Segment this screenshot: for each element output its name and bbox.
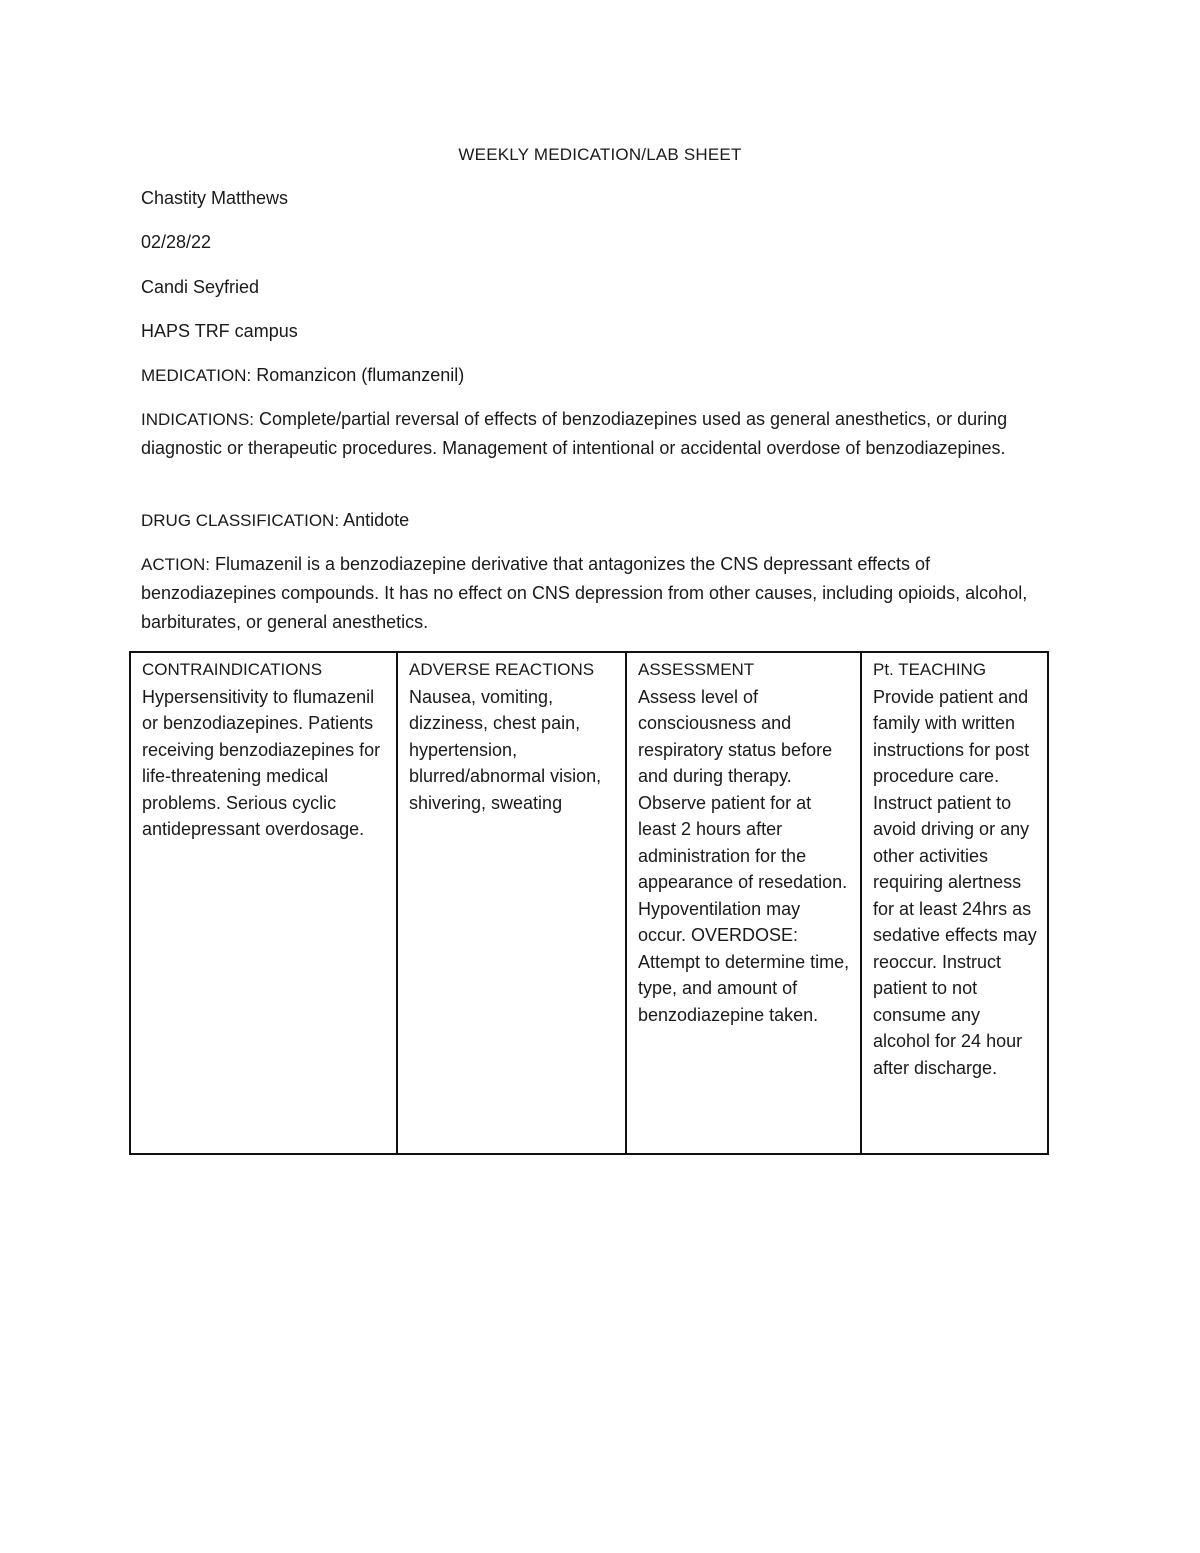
indications-value: Complete/partial reversal of effects of benzodiazepines used as general anesthetics, or during diagnostic or therapeutic procedures. Management of intentional or accidental overdose of benzodiazepines. [141,409,1008,458]
contraindications-cell [130,652,397,1154]
medication-label: MEDICATION: [141,366,252,385]
pt-teaching-body: Provide patient and family with written instructions for post procedure care. Instruct patient to avoid driving or any other activities requiring alertness for at least 24hrs as sedative effects may reoccur. Instruct patient to not consume any alcohol for 24 hour after discharge. [873,686,1037,1078]
campus: HAPS TRF campus [141,321,298,341]
adverse-reactions-body: Nausea, vomiting, dizziness, chest pain, hypertension, blurred/abnormal vision, shivering, sweating [409,686,602,813]
medication-details-table [129,651,1049,1155]
assessment-body: Assess level of consciousness and respiratory status before and during therapy. Observe patient for at least 2 hours after administration for the appearance of resedation. Hypoventilation may occur. OVERDOSE: Attempt to determine time, type, and amount of benzodiazepine taken. [638,686,850,1025]
drug-classification-label: DRUG CLASSIFICATION: [141,511,340,530]
action-label: ACTION: [141,555,210,574]
pt-teaching-header: Pt. TEACHING [873,660,987,679]
action-paragraph [141,550,1046,637]
date: 02/28/22 [141,232,212,252]
medication-value: Romanzicon (flumanzenil) [256,365,465,385]
adverse-reactions-cell [397,652,626,1154]
action-value: Flumazenil is a benzodiazepine derivative that antagonizes the CNS depressant effects of benzodiazepines compounds. It has no effect on CNS depression from other causes, including opioids, alcohol, barbiturates, or general anesthetics. [141,554,1028,632]
assessment-cell [626,652,861,1154]
instructor-name: Candi Seyfried [141,277,260,297]
table-row [130,652,1048,1154]
drug-classification-line [141,510,409,531]
drug-classification-value: Antidote [343,510,410,530]
adverse-reactions-header: ADVERSE REACTIONS [409,660,595,679]
student-name: Chastity Matthews [141,188,289,208]
document-title: WEEKLY MEDICATION/LAB SHEET [458,145,742,164]
contraindications-body: Hypersensitivity to flumazenil or benzodiazepines. Patients receiving benzodiazepines for life-threatening medical problems. Serious cyclic antidepressant overdosage. [142,686,381,839]
pt-teaching-cell [861,652,1048,1154]
contraindications-header: CONTRAINDICATIONS [142,660,323,679]
assessment-header: ASSESSMENT [638,660,755,679]
indications-paragraph [141,405,1046,463]
medication-line [141,365,464,386]
indications-label: INDICATIONS: [141,410,255,429]
